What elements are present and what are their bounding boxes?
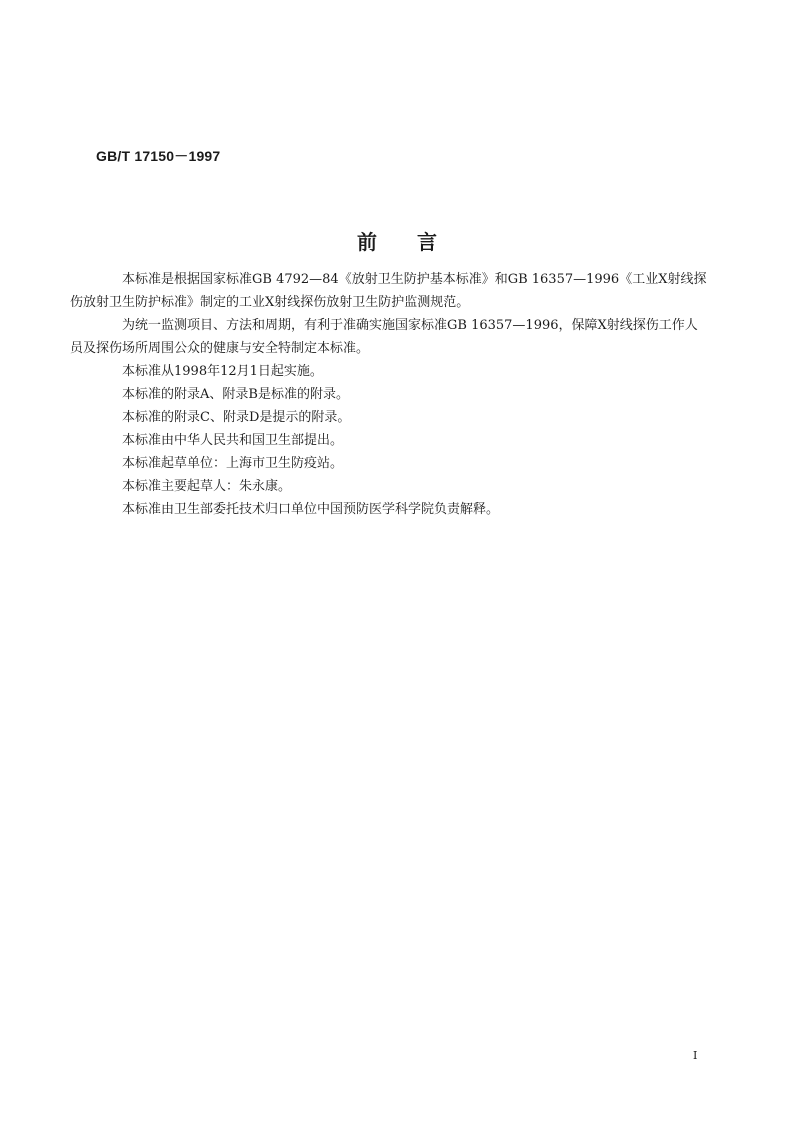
paragraph-line: 本标准从1998年12月1日起实施。: [122, 364, 323, 379]
paragraph-line: 伤放射卫生防护标准》制定的工业X射线探伤放射卫生防护监测规范。: [70, 295, 470, 310]
paragraph-line: 为统一监测项目、方法和周期，有利于准确实施国家标准GB 16357—1996，保障X射线探伤工作人: [122, 318, 698, 333]
paragraph-line: 本标准是根据国家标准GB 4792—84《放射卫生防护基本标准》和GB 16357—1996《工业X射线探: [122, 272, 707, 287]
paragraph-line: 本标准的附录A、附录B是标准的附录。: [122, 387, 349, 402]
paragraph: [96, 429, 704, 452]
paragraph-line: 本标准的附录C、附录D是提示的附录。: [122, 410, 351, 425]
paragraph: [96, 406, 704, 429]
paragraph: [96, 475, 704, 498]
paragraph-line: 本标准由卫生部委托技术归口单位中国预防医学科学院负责解释。: [122, 502, 500, 517]
preface-body: [70, 268, 707, 521]
page-number: I: [693, 1049, 698, 1062]
paragraph-line: 本标准主要起草人：朱永康。: [122, 479, 292, 494]
paragraph: [96, 452, 704, 475]
paragraph: [96, 383, 704, 406]
paragraph-line: 本标准由中华人民共和国卫生部提出。: [122, 433, 344, 448]
standard-code: GB/T 17150－1997: [96, 148, 221, 164]
paragraph-line: 本标准起草单位：上海市卫生防疫站。: [122, 456, 344, 471]
paragraph: [70, 268, 707, 314]
paragraph-line: 员及探伤场所周围公众的健康与安全特制定本标准。: [70, 341, 370, 356]
page-title: 前言: [357, 230, 477, 254]
paragraph: [96, 498, 704, 521]
paragraph: [70, 314, 704, 360]
paragraph: [96, 360, 704, 383]
